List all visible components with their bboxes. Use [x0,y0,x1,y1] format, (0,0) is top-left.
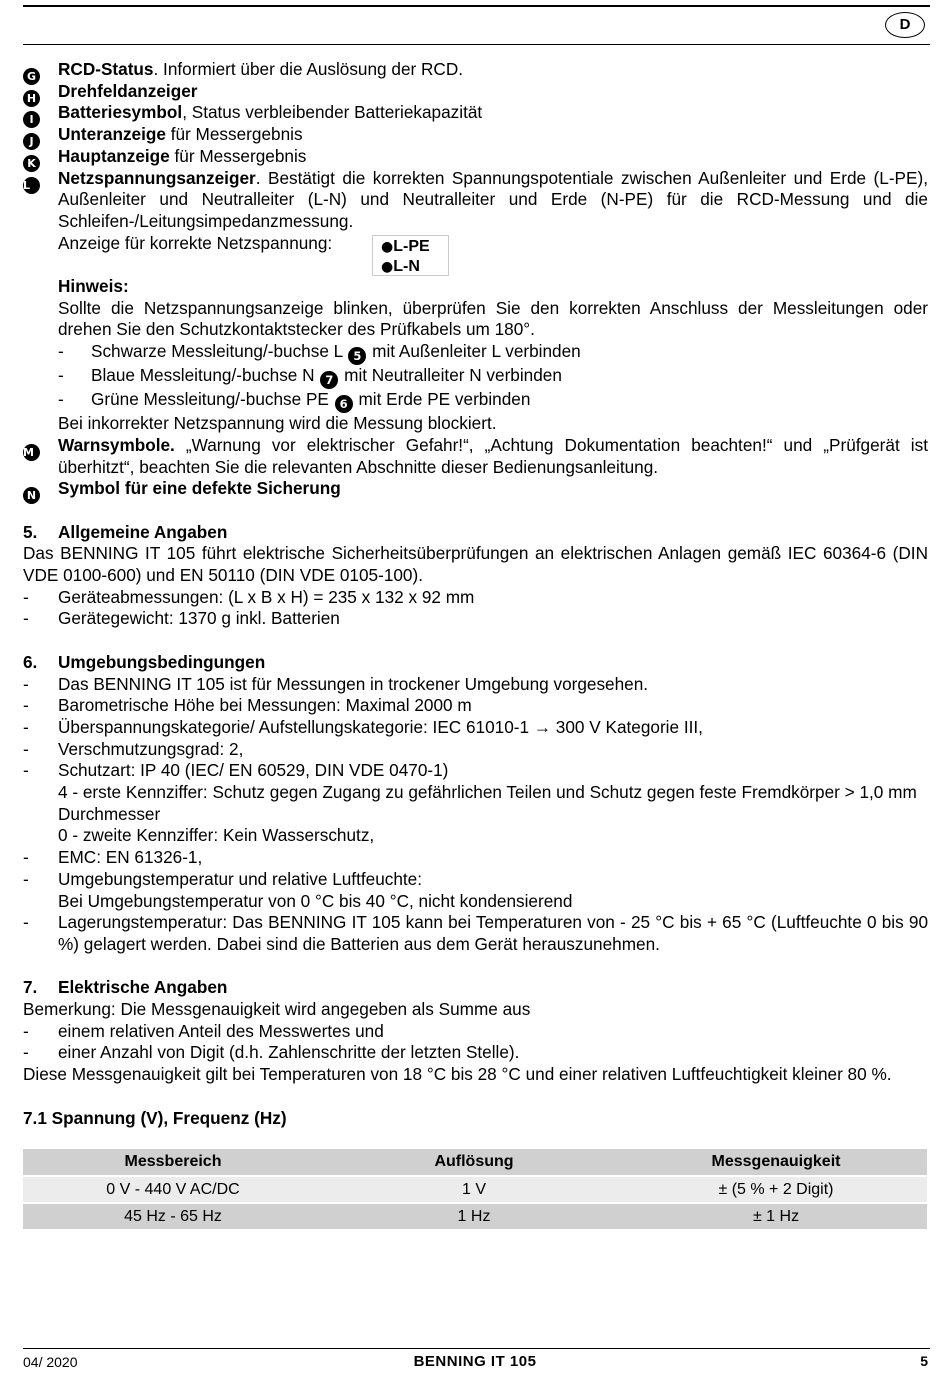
hinweis-text: Sollte die Netzspannungsanzeige blinken, überprüfen Sie den korrekten Anschluss der Messleitungen oder drehen Sie den Schutzkontaktstecker des Prüfkabels um 180°. [58,297,928,340]
indicator-l-n: ●L-N [381,257,420,275]
table-row [23,1203,927,1230]
legend-marker-icon: G [23,68,40,85]
list-subitem: 0 - zweite Kennziffer: Kein Wasserschutz, [58,825,375,846]
footer-date: 04/ 2020 [23,1354,78,1370]
list-item: - Barometrische Höhe bei Messungen: Maximal 2000 m [23,695,472,716]
table-row [23,1176,927,1203]
legend-item-j: J Unteranzeige für Messergebnis [23,124,928,146]
hinweis-item: - Grüne Messleitung/-buchse PE 6 mit Erde PE verbinden [58,389,531,412]
page-number: 5 [920,1353,928,1369]
list-item: - Überspannungskategorie/ Aufstellungskategorie: IEC 61010-1 → 300 V Kategorie III, [23,716,703,737]
list-subitem: Bei Umgebungstemperatur von 0 °C bis 40 °C, nicht kondensierend [58,890,573,911]
top-rule [23,5,930,7]
section-5-heading: 5. Allgemeine Angaben [23,521,228,542]
list-item: - Lagerungstemperatur: Das BENNING IT 105 kann bei Temperaturen von - 25 °C bis + 65 °C (Luftfeuchte 0 bis 90 %) gelagert werden. Dabei sind die Batterien aus dem Gerät herauszunehmen. [23,912,928,954]
list-item: - Das BENNING IT 105 ist für Messungen in trockener Umgebung vorgesehen. [23,673,649,694]
list-item: - Umgebungstemperatur und relative Luftfeuchte: [23,868,423,889]
footer-rule [23,1348,930,1349]
language-badge: D [885,12,925,38]
hinweis-item: - Schwarze Messleitung/-buchse L 5 mit Außenleiter L verbinden [58,341,581,364]
list-item: - Verschmutzungsgrad: 2, [23,738,244,759]
list-item: - Gerätegewicht: 1370 g inkl. Batterien [23,608,340,629]
table-header-cell: Messgenauigkeit [625,1149,927,1176]
legend-item-m: M Warnsymbole. „Warnung vor elektrischer Gefahr!“, „Achtung Dokumentation beachten!“ und „Prüfgerät ist überhitzt“, beachten Sie die relevanten Abschnitte dieser Bedienungsanleitung. [23,434,928,477]
table-header-cell: Auflösung [323,1149,625,1176]
legend-marker-icon: K [23,155,40,172]
legend-marker-icon: I [23,111,40,128]
table-header-cell: Messbereich [23,1149,323,1176]
table-cell: 1 Hz [323,1203,625,1230]
header-rule [23,44,930,45]
legend-marker-icon: L [23,177,40,194]
section-7-heading: 7. Elektrische Angaben [23,977,228,998]
section-7-1-heading: 7.1 Spannung (V), Frequenz (Hz) [23,1107,287,1128]
table-cell: 45 Hz - 65 Hz [23,1203,323,1230]
legend-marker-icon: H [23,90,40,107]
legend-marker-icon: N [23,487,40,504]
table-header-row [23,1149,927,1176]
list-item: - EMC: EN 61326-1, [23,847,203,868]
legend-item-l: L Netzspannungsanzeiger. Bestätigt die korrekten Spannungspotentiale zwischen Außenleiter und Erde (L-PE), Außenleiter und Neutralleiter (L-N) und Neutralleiter und Erde (N-PE) für die RCD-Messung und die Schleifen-/Leitungsimpedanzmessung. [23,167,928,231]
legend-item-k: K Hauptanzeige für Messergebnis [23,146,928,168]
table-cell: 0 V - 440 V AC/DC [23,1176,323,1203]
legend-item-h: H Drehfeldanzeiger [23,81,928,103]
dot-icon: ● [381,238,394,255]
list-item: - einer Anzahl von Digit (d.h. Zahlenschritte der letzten Stelle). [23,1042,520,1063]
table-cell: ± (5 % + 2 Digit) [625,1176,927,1203]
list-subitem: 4 - erste Kennziffer: Schutz gegen Zugang zu gefährlichen Teilen und Schutz gegen feste Fremdkörper > 1,0 mm Durchmesser [58,782,917,824]
legend-item-g: G RCD-Status. Informiert über die Auslösung der RCD. [23,59,928,81]
hinweis-footer: Bei inkorrekter Netzspannung wird die Messung blockiert. [58,413,497,434]
legend-marker-icon: J [23,133,40,150]
hinweis-title: Hinweis: [58,276,129,296]
section-7-intro: Bemerkung: Die Messgenauigkeit wird angegeben als Summe aus [23,999,531,1020]
section-7-outro: Diese Messgenauigkeit gilt bei Temperaturen von 18 °C bis 28 °C und einer relativen Luftfeuchtigkeit kleiner 80 %. [23,1064,892,1085]
table-cell: 1 V [323,1176,625,1203]
section-5-intro: Das BENNING IT 105 führt elektrische Sicherheitsüberprüfungen an elektrischen Anlagen gemäß IEC 60364-6 (DIN VDE 0100-600) und EN 50110 (DIN VDE 0105-100). [23,543,928,586]
section-6-heading: 6. Umgebungsbedingungen [23,651,266,672]
voltage-indicator-box [372,235,449,276]
list-item: - einem relativen Anteil des Messwertes und [23,1020,384,1041]
socket-number-icon: 5 [348,347,366,365]
dot-icon: ● [381,258,394,275]
legend-item-n: N Symbol für eine defekte Sicherung [23,478,928,500]
socket-number-icon: 6 [335,395,353,413]
spec-table [23,1149,927,1231]
footer-title: BENNING IT 105 [413,1353,537,1370]
hinweis-item: - Blaue Messleitung/-buchse N 7 mit Neutralleiter N verbinden [58,365,562,388]
indicator-l-pe: ●L-PE [381,237,430,255]
list-item: - Schutzart: IP 40 (IEC/ EN 60529, DIN VDE 0470-1) [23,760,449,781]
voltage-indicator-label: Anzeige für korrekte Netzspannung: [58,232,333,253]
page-content [23,59,928,1129]
table-cell: ± 1 Hz [625,1203,927,1230]
legend-marker-icon: M [23,444,40,461]
voltage-indicator-line [23,232,928,275]
socket-number-icon: 7 [320,371,338,389]
list-item: - Geräteabmessungen: (L x B x H) = 235 x 132 x 92 mm [23,586,475,607]
legend-item-i: I Batteriesymbol, Status verbleibender Batteriekapazität [23,102,928,124]
